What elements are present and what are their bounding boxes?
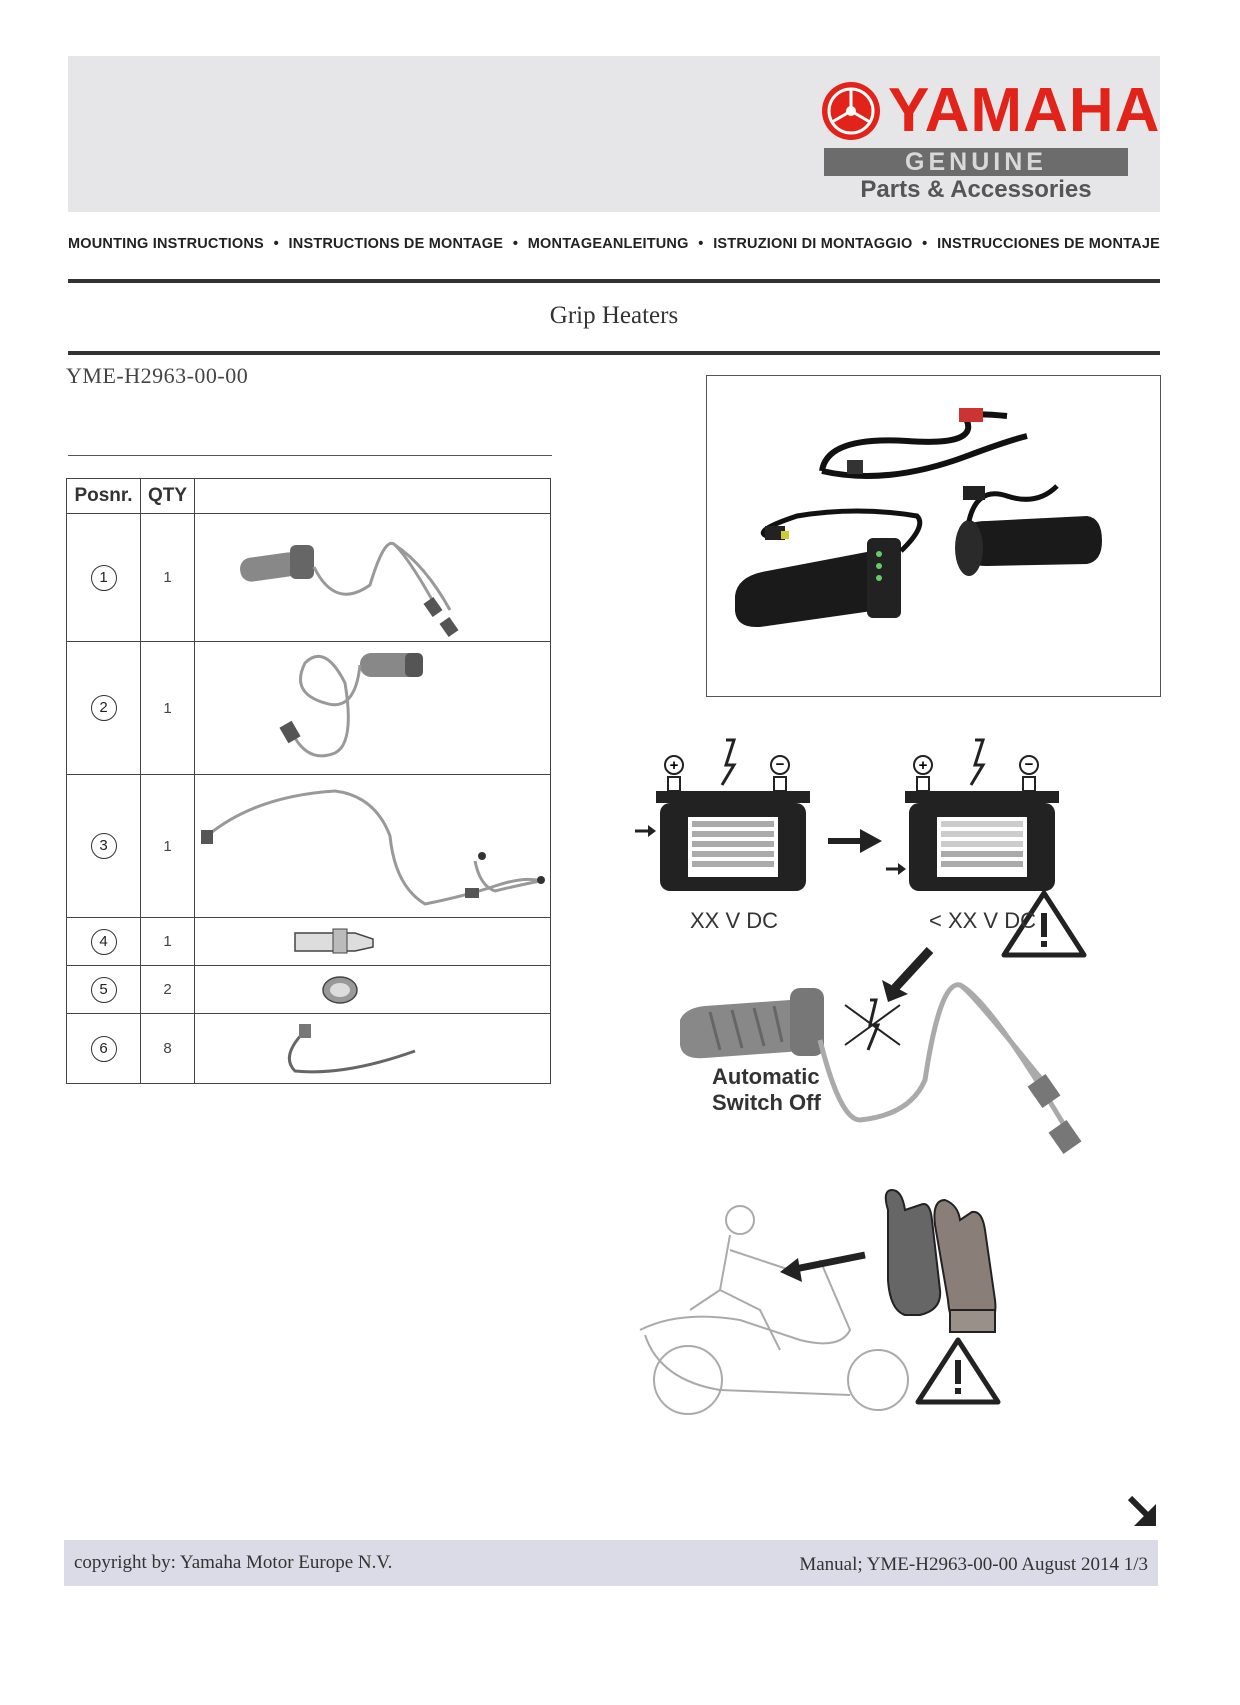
copyright-text: copyright by: Yamaha Motor Europe N.V. bbox=[74, 1552, 393, 1573]
grip-icon bbox=[680, 988, 824, 1058]
header-band bbox=[68, 56, 1160, 212]
qty-cell: 1 bbox=[141, 918, 195, 966]
cable-tie-icon bbox=[195, 1016, 550, 1082]
pos-cell bbox=[67, 775, 141, 918]
manual-reference: Manual; YME-H2963-00-00 August 2014 1/3 bbox=[799, 1554, 1148, 1575]
heated-grip-right-icon bbox=[195, 643, 550, 773]
svg-text:−: − bbox=[1024, 756, 1034, 773]
position-number: 4 bbox=[91, 929, 117, 955]
position-number: 2 bbox=[91, 695, 117, 721]
divider-bottom bbox=[68, 351, 1160, 355]
genuine-bar: GENUINE bbox=[824, 148, 1128, 176]
pos-cell bbox=[67, 966, 141, 1014]
grip-heater-kit-photo-icon bbox=[707, 376, 1160, 696]
separator-dot: • bbox=[922, 236, 928, 252]
pos-cell bbox=[67, 918, 141, 966]
product-photo bbox=[706, 375, 1161, 697]
position-number: 6 bbox=[91, 1036, 117, 1062]
tuning-fork-emblem-icon bbox=[820, 80, 882, 142]
separator-dot: • bbox=[698, 236, 704, 252]
scooter-rider-icon bbox=[640, 1206, 908, 1414]
battery-ok-icon bbox=[635, 740, 810, 891]
heated-grip-left-icon bbox=[195, 515, 550, 641]
thin-divider bbox=[68, 455, 552, 456]
battery-low-icon bbox=[886, 740, 1059, 891]
arrow-to-grip-icon bbox=[790, 1255, 865, 1270]
qty-cell: 2 bbox=[141, 966, 195, 1014]
pos-cell bbox=[67, 514, 141, 642]
table-header-row bbox=[67, 479, 551, 514]
table-row bbox=[67, 775, 551, 918]
separator-dot: • bbox=[273, 236, 279, 252]
divider-top bbox=[68, 279, 1160, 283]
image-header bbox=[195, 479, 551, 514]
table-row bbox=[67, 1014, 551, 1084]
position-number: 5 bbox=[91, 977, 117, 1003]
qty-cell: 8 bbox=[141, 1014, 195, 1084]
pos-cell bbox=[67, 642, 141, 775]
tagline: Parts & Accessories bbox=[860, 176, 1092, 203]
image-cell bbox=[195, 918, 551, 966]
image-cell bbox=[195, 775, 551, 918]
fuse-icon bbox=[195, 919, 550, 965]
yamaha-logo bbox=[818, 76, 1161, 203]
table-row bbox=[67, 514, 551, 642]
table-row bbox=[67, 642, 551, 775]
instructions-line bbox=[68, 236, 1160, 252]
pos-cell bbox=[67, 1014, 141, 1084]
svg-text:+: + bbox=[918, 757, 928, 774]
next-page-arrow-icon bbox=[1126, 1494, 1162, 1530]
brand-name: YAMAHA bbox=[888, 76, 1161, 145]
table-row bbox=[67, 918, 551, 966]
image-cell bbox=[195, 514, 551, 642]
qty-cell: 1 bbox=[141, 642, 195, 775]
table-row bbox=[67, 966, 551, 1014]
footer-band bbox=[64, 1540, 1158, 1586]
position-number: 3 bbox=[91, 833, 117, 859]
instruction-es: INSTRUCCIONES DE MONTAJE bbox=[937, 236, 1160, 252]
battery-low-label: < XX V DC bbox=[929, 908, 1036, 933]
qty-header: QTY bbox=[141, 479, 195, 514]
auto-switch-off-label: Automatic Switch Off bbox=[712, 1064, 821, 1115]
svg-text:+: + bbox=[669, 757, 679, 774]
rider-gloves-diagram bbox=[620, 1180, 1040, 1420]
wire-harness-icon bbox=[195, 776, 550, 916]
qty-cell: 1 bbox=[141, 514, 195, 642]
instruction-de: MONTAGEANLEITUNG bbox=[527, 236, 689, 252]
pos-header: Posnr. bbox=[67, 479, 141, 514]
qty-cell: 1 bbox=[141, 775, 195, 918]
no-power-icon bbox=[845, 1000, 900, 1050]
grommet-icon bbox=[195, 967, 550, 1013]
instruction-en: MOUNTING INSTRUCTIONS bbox=[68, 236, 264, 252]
image-cell bbox=[195, 1014, 551, 1084]
separator-dot: • bbox=[512, 236, 519, 252]
parts-table bbox=[66, 478, 551, 1084]
image-cell bbox=[195, 642, 551, 775]
position-number: 1 bbox=[91, 565, 117, 591]
document-title: Grip Heaters bbox=[549, 302, 679, 329]
warning-triangle-icon bbox=[918, 1340, 998, 1402]
image-cell bbox=[195, 966, 551, 1014]
gloves-icon bbox=[886, 1190, 996, 1332]
battery-ok-label: XX V DC bbox=[690, 908, 779, 933]
instruction-fr: INSTRUCTIONS DE MONTAGE bbox=[288, 236, 504, 252]
svg-text:−: − bbox=[775, 756, 785, 773]
instruction-it: ISTRUZIONI DI MONTAGGIO bbox=[713, 236, 913, 252]
down-arrow-icon bbox=[895, 950, 930, 988]
part-number: YME-H2963-00-00 bbox=[66, 363, 249, 388]
